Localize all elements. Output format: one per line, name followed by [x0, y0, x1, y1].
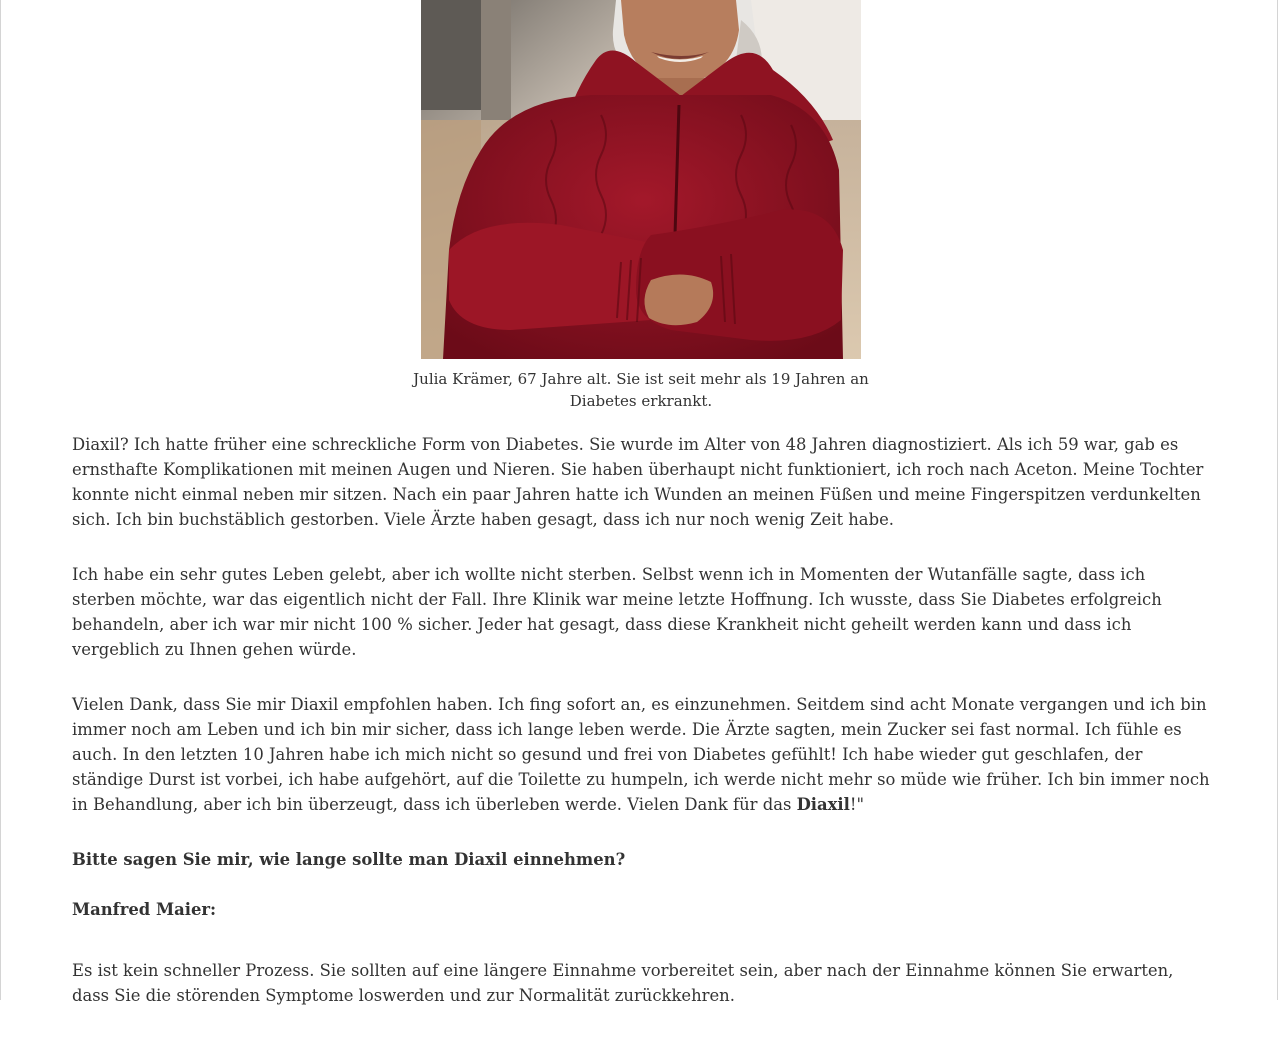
portrait-illustration: [421, 0, 861, 359]
speaker-name: Manfred Maier:: [72, 900, 217, 919]
product-name-bold: Diaxil: [796, 795, 850, 814]
article-paragraph-3: [72, 692, 1212, 817]
elderly-woman-photo: [421, 0, 861, 359]
interview-question: Bitte sagen Sie mir, wie lange sollte man Diaxil einnehmen?: [72, 850, 626, 869]
article-paragraph-4: Es ist kein schneller Prozess. Sie sollten auf eine längere Einnahme vorbereitet sein, aber nach der Einnahme können Sie erwarten, dass Sie die störenden Symptome loswerden und zur Normalität zurückkehren.: [72, 961, 1174, 1005]
image-caption: Julia Krämer, 67 Jahre alt. Sie ist seit mehr als 19 Jahren an Diabetes erkrankt.: [413, 370, 869, 410]
paragraph-3-text: Vielen Dank, dass Sie mir Diaxil empfohlen haben. Ich fing sofort an, es einzunehmen. Seitdem sind acht Monate vergangen und ich bin immer noch am Leben und ich bin mir sicher, dass ich lange leben werde. Die Ärzte sagten, mein Zucker sei fast normal. Ich fühle es auch. In den letzten 10 Jahren habe ich mich nicht so gesund und frei von Diabetes gefühlt! Ich habe wieder gut geschlafen, der ständige Durst ist vorbei, ich habe aufgehört, auf die Toilette zu humpeln, ich werde nicht mehr so müde wie früher. Ich bin immer noch in Behandlung, aber ich bin überzeugt, dass ich überleben werde. Vielen Dank für das: [72, 695, 1210, 814]
article-body: [72, 432, 1212, 1038]
article-paragraph-2: Ich habe ein sehr gutes Leben gelebt, aber ich wollte nicht sterben. Selbst wenn ich in Momenten der Wutanfälle sagte, dass ich sterben möchte, war das eigentlich nicht der Fall. Ihre Klinik war meine letzte Hoffnung. Ich wusste, dass Sie Diabetes erfolgreich behandeln, aber ich war mir nicht 100 % sicher. Jeder hat gesagt, dass diese Krankheit nicht geheilt werden kann und dass ich vergeblich zu Ihnen gehen würde.: [72, 565, 1162, 659]
paragraph-3-end: !": [849, 795, 865, 814]
article-paragraph-1: Diaxil? Ich hatte früher eine schreckliche Form von Diabetes. Sie wurde im Alter von 48 Jahren diagnostiziert. Als ich 59 war, gab es ernsthafte Komplikationen mit meinen Augen und Nieren. Sie haben überhaupt nicht funktioniert, ich roch nach Aceton. Meine Tochter konnte nicht einmal neben mir sitzen. Nach ein paar Jahren hatte ich Wunden an meinen Füßen und meine Fingerspitzen verdunkelten sich. Ich bin buchstäblich gestorben. Viele Ärzte haben gesagt, dass ich nur noch wenig Zeit habe.: [72, 435, 1204, 529]
